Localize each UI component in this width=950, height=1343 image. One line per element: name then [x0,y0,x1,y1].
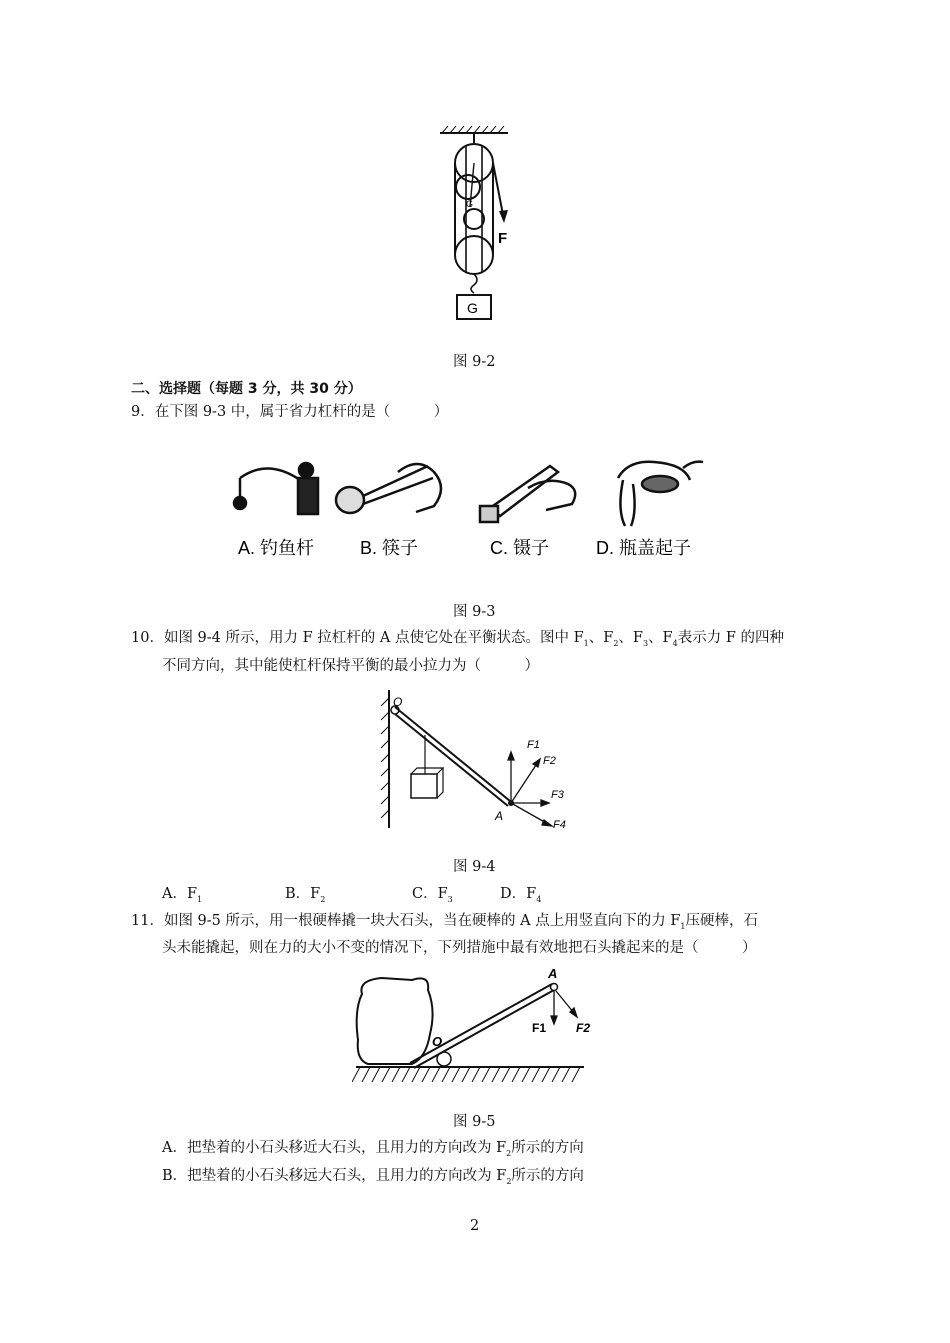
point-a-label: A [495,809,504,823]
force-f-label: F [498,230,508,247]
option-label-b: B. 筷子 [360,538,419,558]
tools-figure-9-3 [228,448,728,568]
force-label-f2: F2 [543,755,556,767]
q11-option-a: A．把垫着的小石头移近大石头，且用力的方向改为 $F_2$所示的方向 [162,1140,584,1158]
page-number: 2 [470,1218,480,1234]
force-label-f4: F4 [553,819,566,831]
lever-figure-9-4 [375,688,585,836]
question-10-line-1: 10．如图 9-4 所示，用力 F 拉杠杆的 A 点使它处在平衡状态。图中 $F_1$、$F_2$、$F_3$、$F_4$表示力 F 的四种 [131,630,784,648]
q11-option-b: B．把垫着的小石头移远大石头，且用力的方向改为 $F_2$所示的方向 [162,1168,584,1186]
figure-caption-9-4: 图 9-4 [453,859,496,875]
q10-option-b: B．$F_2$ [285,886,326,904]
pulley-g-label: G [466,199,474,209]
q10-option-d: D．$F_4$ [500,886,542,904]
force-label-f3: F3 [551,789,564,801]
force-label-f1: F1 [527,739,540,751]
force-f1-label-9-5: F1 [532,1021,547,1035]
pivot-o-label-9-5: O [432,1034,443,1049]
q10-option-a: A．$F_1$ [162,886,203,904]
force-f2-label-9-5: F2 [576,1021,591,1035]
figure-caption-9-5: 图 9-5 [453,1114,496,1130]
q10-option-c: C．$F_3$ [412,886,453,904]
figure-caption-9-2: 图 9-2 [453,354,496,370]
question-11-line-1: 11．如图 9-5 所示，用一根硬棒撬一块大石头，当在硬棒的 A 点上用竖直向下的力 $F_1$压硬棒，石 [131,913,758,931]
pivot-o-label: O [393,695,403,709]
point-a-label-9-5: A [548,966,558,981]
weight-g-label: G [467,300,478,316]
option-label-d: D. 瓶盖起子 [596,538,692,558]
pulley-figure-9-2 [430,125,530,325]
option-label-c: C. 镊子 [490,538,550,558]
question-9: 9．在下图 9-3 中，属于省力杠杆的是（ ） [131,404,449,420]
question-11-line-2: 头未能撬起，则在力的大小不变的情况下，下列措施中最有效地把石头撬起来的是（ ） [162,940,757,956]
option-label-a: A. 钓鱼杆 [238,538,315,558]
section-title: 二、选择题（每题 3 分，共 30 分） [131,381,362,397]
figure-caption-9-3: 图 9-3 [453,604,496,620]
question-10-line-2: 不同方向，其中能使杠杆保持平衡的最小拉力为（ ） [162,658,539,674]
crowbar-figure-9-5 [352,960,592,1090]
